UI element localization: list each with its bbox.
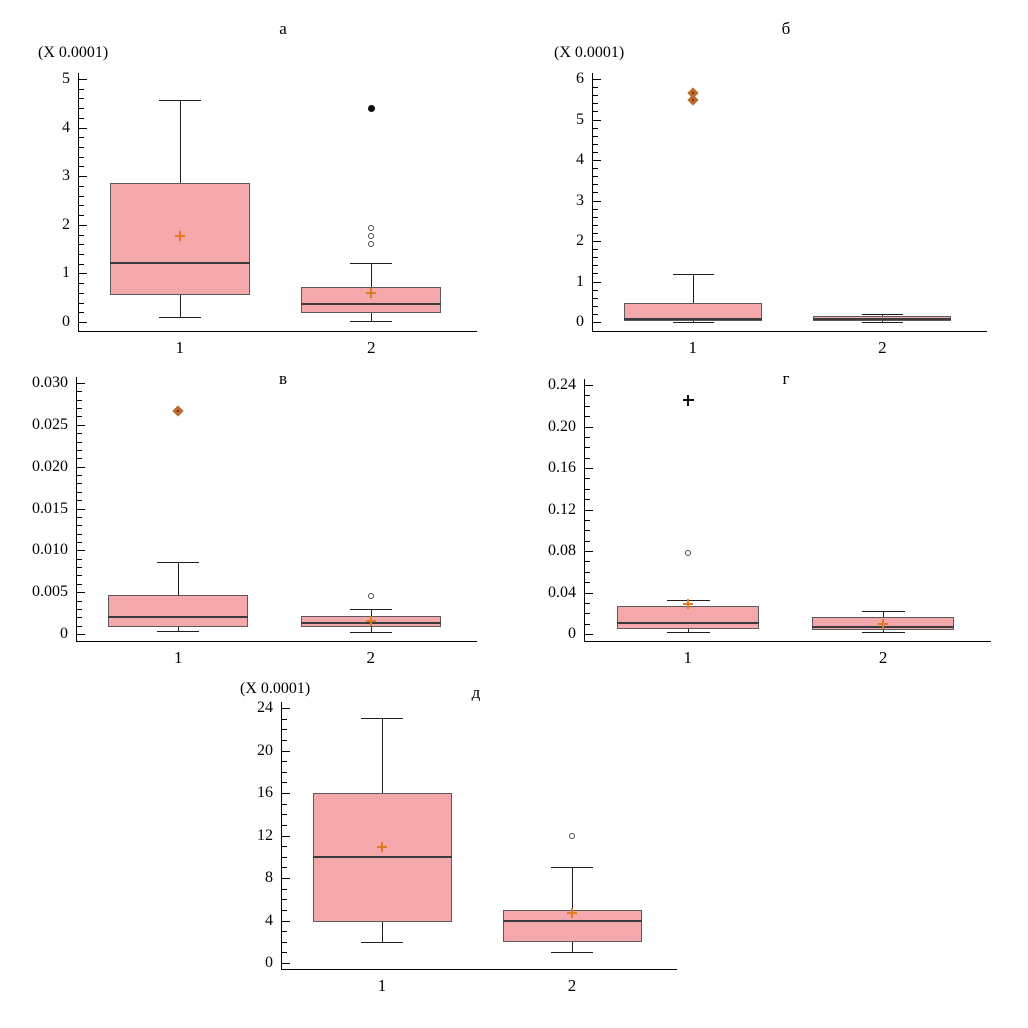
y-axis-minor-tick [585,561,590,562]
y-axis-minor-tick [77,442,82,443]
y-axis-minor-tick [282,931,287,932]
upper-whisker-cap [350,263,392,264]
y-axis-major-tick [282,963,290,964]
y-axis-minor-tick [77,525,82,526]
median-line [813,318,951,320]
y-axis-minor-tick [593,225,598,226]
lower-whisker-line [572,942,573,952]
y-axis-minor-tick [593,298,598,299]
y-axis-minor-tick [593,217,598,218]
y-tick-label: 1 [62,264,70,281]
y-axis-minor-tick [585,395,590,396]
boxplot-panel-g [514,360,1028,672]
lower-whisker-cap [862,632,905,633]
iqr-box [617,606,759,629]
y-axis-minor-tick [585,520,590,521]
y-tick-label: 0 [265,954,273,971]
y-axis-minor-tick [77,601,82,602]
lower-whisker-cap [551,952,593,953]
y-axis-minor-tick [585,416,590,417]
y-axis-minor-tick [282,825,287,826]
mean-plus-marker [370,288,372,298]
outlier-circle [685,550,691,556]
y-axis-minor-tick [593,192,598,193]
plot-title: а [279,19,287,38]
y-axis-minor-tick [593,144,598,145]
y-axis-minor-tick [585,447,590,448]
y-axis-minor-tick [77,575,82,576]
upper-whisker-line [371,609,372,616]
y-axis-major-tick [282,921,290,922]
y-axis-minor-tick [282,910,287,911]
y-axis-major-tick [585,510,593,511]
y-axis-minor-tick [282,952,287,953]
plot-title: б [781,19,791,38]
y-axis-minor-tick [79,303,84,304]
y-axis-minor-tick [585,613,590,614]
y-tick-label: 0.24 [548,376,576,393]
y-axis-major-tick [593,241,601,242]
y-tick-label: 16 [257,784,273,801]
y-axis-minor-tick [282,772,287,773]
upper-whisker-cap [862,611,905,612]
y-axis-minor-tick [585,530,590,531]
median-line [108,616,248,618]
x-category-label: 2 [367,338,376,357]
y-axis-minor-tick [79,147,84,148]
plot-title: д [471,683,481,702]
y-axis-minor-tick [77,617,82,618]
x-axis-line [592,331,987,332]
y-axis-minor-tick [79,254,84,255]
y-axis-minor-tick [77,433,82,434]
y-axis-minor-tick [79,312,84,313]
y-axis-minor-tick [282,867,287,868]
y-axis-minor-tick [593,176,598,177]
y-tick-label: 24 [257,699,273,716]
y-axis-scale-label: (X 0.0001) [554,44,625,61]
y-axis-major-tick [79,273,87,274]
y-axis-minor-tick [593,233,598,234]
y-axis-minor-tick [593,257,598,258]
y-axis-minor-tick [593,136,598,137]
x-category-label: 1 [377,976,387,995]
y-tick-label: 0 [60,625,68,642]
y-axis-minor-tick [585,478,590,479]
y-axis-minor-tick [79,186,84,187]
mean-plus-marker [687,599,689,609]
y-tick-label: 0.12 [548,501,576,518]
y-axis-major-tick [593,201,601,202]
boxplot-panel-a [0,0,514,360]
upper-whisker-cap [361,718,403,719]
y-axis-scale-label: (X 0.0001) [38,44,109,61]
y-axis-minor-tick [593,249,598,250]
y-axis-minor-tick [77,416,82,417]
upper-whisker-cap [551,867,593,868]
mean-plus-marker [179,231,181,241]
mean-plus-marker [370,616,372,626]
y-axis-major-tick [585,385,593,386]
upper-whisker-line [180,100,181,183]
y-axis-minor-tick [282,761,287,762]
y-tick-label: 0.010 [32,541,68,558]
y-axis-major-tick [282,878,290,879]
y-axis-minor-tick [79,98,84,99]
y-axis-minor-tick [282,846,287,847]
y-axis-major-tick [593,282,601,283]
x-category-label: 1 [683,648,693,667]
lower-whisker-cap [361,942,403,943]
y-axis-minor-tick [282,719,287,720]
y-axis-major-tick [79,322,87,323]
y-axis-major-tick [79,128,87,129]
y-axis-minor-tick [79,108,84,109]
y-axis-major-tick [77,550,85,551]
lower-whisker-cap [350,321,392,322]
y-axis-major-tick [585,468,593,469]
y-axis-minor-tick [77,483,82,484]
boxplot-panel-b [514,0,1028,360]
mean-plus-marker [882,619,884,629]
y-tick-label: 3 [62,167,70,184]
y-tick-label: 0.020 [32,458,68,475]
y-tick-label: 0.030 [32,374,68,391]
y-axis-minor-tick [593,209,598,210]
y-axis-minor-tick [77,609,82,610]
median-line [313,856,452,858]
y-axis-minor-tick [79,118,84,119]
y-tick-label: 0 [576,313,584,330]
y-axis-scale-label: (X 0.0001) [240,680,311,697]
y-axis-minor-tick [282,804,287,805]
upper-whisker-line [693,274,694,303]
y-axis-major-tick [77,425,85,426]
y-axis-minor-tick [593,265,598,266]
y-tick-label: 0.08 [548,542,576,559]
y-axis-major-tick [77,383,85,384]
y-axis-major-tick [79,79,87,80]
y-axis-minor-tick [585,541,590,542]
y-tick-label: 6 [576,70,584,87]
y-tick-label: 0.04 [548,584,576,601]
plot-title: в [278,369,288,388]
y-axis-major-tick [282,793,290,794]
far-outlier-diamond-center [177,410,179,412]
lower-whisker-cap [673,322,714,323]
y-axis-minor-tick [79,137,84,138]
outlier-circle [569,833,575,839]
y-axis-minor-tick [282,782,287,783]
y-axis-minor-tick [585,458,590,459]
lower-whisker-cap [350,632,392,633]
median-line [110,262,250,264]
y-axis-minor-tick [77,400,82,401]
y-axis-major-tick [77,634,85,635]
y-axis-minor-tick [585,603,590,604]
y-axis-minor-tick [593,184,598,185]
y-tick-label: 0.015 [32,500,68,517]
lower-whisker-cap [862,322,903,323]
y-tick-label: 5 [576,111,584,128]
y-axis-minor-tick [79,283,84,284]
upper-whisker-cap [159,100,201,101]
y-axis-major-tick [585,593,593,594]
y-axis-major-tick [79,225,87,226]
y-axis-minor-tick [77,559,82,560]
outlier-circle [368,241,374,247]
y-axis-major-tick [282,708,290,709]
y-axis-minor-tick [585,437,590,438]
y-tick-label: 0.005 [32,583,68,600]
y-axis-minor-tick [593,290,598,291]
upper-whisker-line [371,263,372,287]
y-axis-minor-tick [79,89,84,90]
y-axis-major-tick [79,176,87,177]
iqr-box [108,595,248,627]
outlier-circle [368,233,374,239]
x-category-label: 2 [567,976,577,995]
y-axis-minor-tick [593,95,598,96]
y-tick-label: 4 [62,119,70,136]
y-axis-minor-tick [77,542,82,543]
y-axis-major-tick [77,592,85,593]
outlier-circle [368,593,374,599]
y-axis-major-tick [77,467,85,468]
x-category-label: 2 [878,338,887,357]
y-axis-major-tick [593,79,601,80]
lower-whisker-line [371,313,372,321]
boxplot-panel-v [0,360,514,672]
y-axis-minor-tick [77,626,82,627]
y-tick-label: 0 [568,625,576,642]
y-axis-minor-tick [77,567,82,568]
y-axis-minor-tick [585,406,590,407]
y-axis-minor-tick [79,244,84,245]
y-axis-minor-tick [282,740,287,741]
plot-title: г [782,369,790,388]
y-axis-minor-tick [79,205,84,206]
y-tick-label: 4 [265,912,273,929]
upper-whisker-line [382,718,383,793]
y-axis-minor-tick [282,889,287,890]
y-axis-minor-tick [77,450,82,451]
y-tick-label: 8 [265,869,273,886]
upper-whisker-line [572,867,573,910]
far-outlier-diamond-center [692,99,694,101]
outlier-plus-marker [687,395,689,406]
y-axis-major-tick [593,160,601,161]
y-axis-minor-tick [593,306,598,307]
y-axis-major-tick [282,836,290,837]
y-tick-label: 1 [576,273,584,290]
y-axis-minor-tick [593,111,598,112]
mean-plus-marker [571,908,573,918]
y-axis-minor-tick [282,814,287,815]
y-axis-minor-tick [593,128,598,129]
y-axis-major-tick [585,427,593,428]
upper-whisker-cap [862,314,903,315]
lower-whisker-cap [157,631,199,632]
y-axis-minor-tick [77,517,82,518]
y-axis-minor-tick [77,534,82,535]
x-axis-line [584,641,991,642]
upper-whisker-cap [350,609,392,610]
far-outlier-diamond-center [692,92,694,94]
y-axis-minor-tick [593,168,598,169]
lower-whisker-cap [667,632,710,633]
y-tick-label: 5 [62,70,70,87]
y-axis-minor-tick [593,87,598,88]
x-category-label: 1 [174,648,183,667]
y-tick-label: 4 [576,151,584,168]
y-axis-minor-tick [77,458,82,459]
y-axis-minor-tick [282,729,287,730]
y-axis-major-tick [593,322,601,323]
y-tick-label: 0.16 [548,459,576,476]
y-axis-minor-tick [79,293,84,294]
upper-whisker-cap [673,274,714,275]
lower-whisker-line [180,295,181,317]
lower-whisker-cap [159,317,201,318]
y-axis-major-tick [282,751,290,752]
y-axis-minor-tick [585,572,590,573]
y-axis-minor-tick [79,196,84,197]
y-tick-label: 2 [576,232,584,249]
y-axis-major-tick [585,634,593,635]
outlier-filled-dot [368,105,375,112]
lower-whisker-line [382,922,383,942]
y-axis-minor-tick [593,314,598,315]
y-axis-major-tick [77,509,85,510]
y-axis-minor-tick [79,166,84,167]
y-axis-minor-tick [282,857,287,858]
y-axis-minor-tick [282,899,287,900]
y-axis-minor-tick [585,582,590,583]
y-axis-minor-tick [77,391,82,392]
boxplot-panel-d [0,672,1028,1028]
x-axis-line [281,969,677,970]
y-axis-minor-tick [593,152,598,153]
y-axis-major-tick [585,551,593,552]
y-axis-minor-tick [79,264,84,265]
y-axis-major-tick [593,120,601,121]
x-category-label: 2 [366,648,375,667]
median-line [624,318,762,320]
y-axis-minor-tick [585,489,590,490]
outlier-circle [368,225,374,231]
y-axis-minor-tick [79,235,84,236]
y-axis-minor-tick [593,103,598,104]
x-category-label: 1 [175,338,184,357]
y-axis-minor-tick [77,584,82,585]
y-tick-label: 3 [576,192,584,209]
y-axis-minor-tick [77,475,82,476]
y-tick-label: 2 [62,216,70,233]
x-category-label: 1 [688,338,697,357]
x-axis-line [76,641,477,642]
y-axis-minor-tick [77,500,82,501]
y-axis-minor-tick [79,215,84,216]
x-category-label: 2 [878,648,888,667]
y-axis-minor-tick [77,408,82,409]
y-tick-label: 12 [257,827,273,844]
median-line [503,920,642,922]
median-line [301,303,441,305]
y-axis-minor-tick [79,157,84,158]
mean-plus-marker [381,842,383,852]
upper-whisker-line [178,562,179,595]
y-axis-minor-tick [585,499,590,500]
y-axis-minor-tick [282,942,287,943]
y-axis-minor-tick [585,624,590,625]
x-axis-line [78,331,477,332]
y-axis-minor-tick [593,273,598,274]
upper-whisker-cap [157,562,199,563]
y-tick-label: 0.025 [32,416,68,433]
y-tick-label: 0.20 [548,418,576,435]
median-line [617,622,759,624]
y-tick-label: 20 [257,742,273,759]
y-axis-minor-tick [77,492,82,493]
y-tick-label: 0 [62,313,70,330]
